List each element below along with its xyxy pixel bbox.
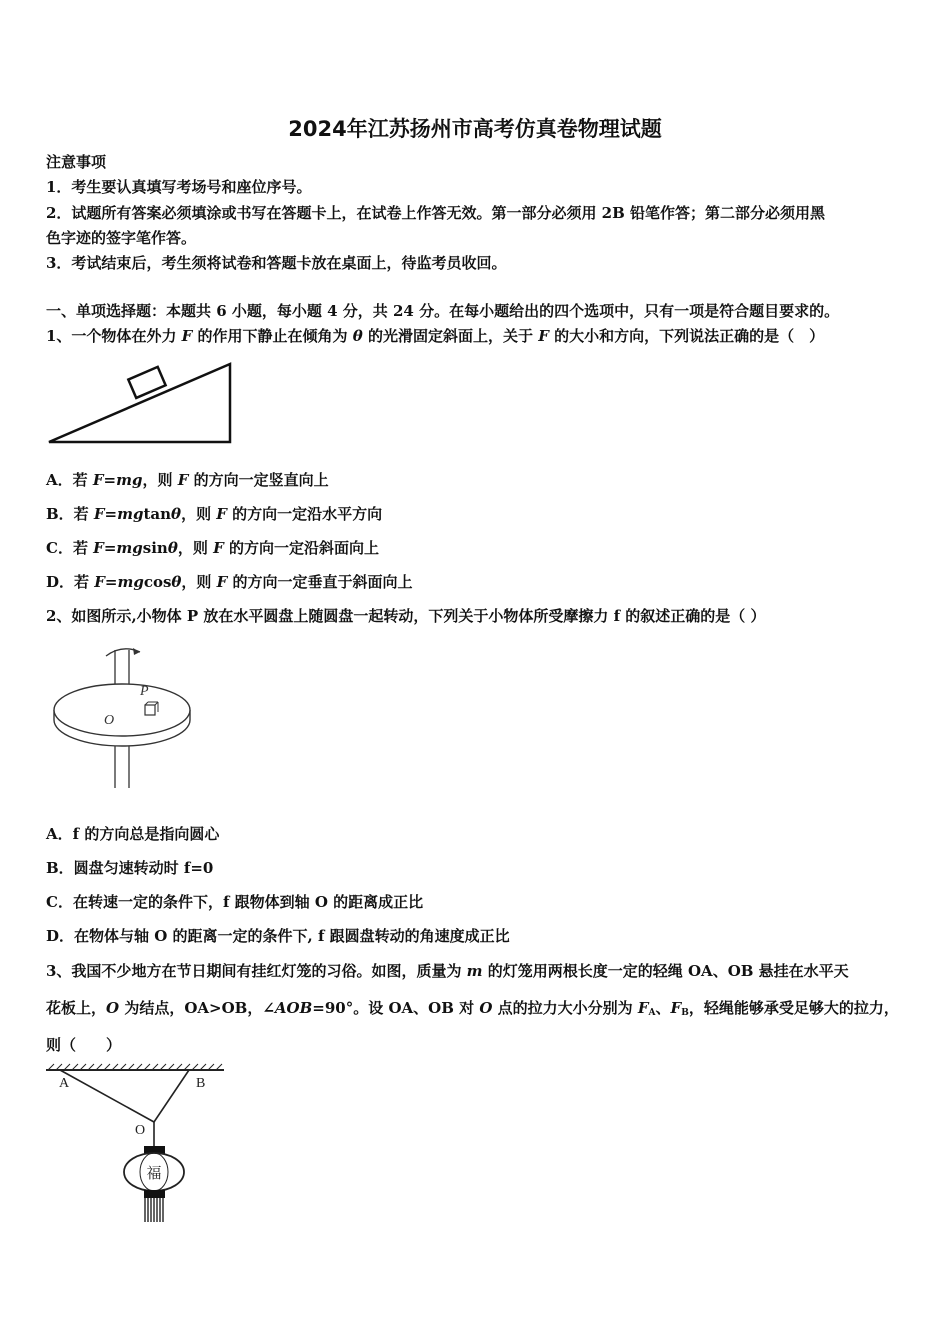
q2-option-b[interactable]: B．圆盘匀速转动时 f=0 <box>46 859 214 877</box>
q2-option-a[interactable]: A．f 的方向总是指向圆心 <box>46 825 220 843</box>
q1-option-d[interactable]: D．若 F=mgcosθ，则 F 的方向一定垂直于斜面向上 <box>46 573 413 591</box>
notice-item: 1．考生要认真填写考场号和座位序号。 <box>46 178 312 196</box>
q1-option-c[interactable]: C．若 F=mgsinθ，则 F 的方向一定沿斜面向上 <box>46 539 379 557</box>
page-title: 2024年江苏扬州市高考仿真卷物理试题 <box>288 117 662 141</box>
q2-option-c[interactable]: C．在转速一定的条件下，f 跟物体到轴 O 的距离成正比 <box>46 893 424 911</box>
question-2-stem: 2、如图所示,小物体 P 放在水平圆盘上随圆盘一起转动，下列关于小物体所受摩擦力 f 的叙述正确的是（ ） <box>46 607 766 625</box>
question-3-line-3: 则（ ） <box>46 1036 122 1054</box>
q1-option-a[interactable]: A．若 F=mg，则 F 的方向一定竖直向上 <box>46 471 329 489</box>
incline-figure <box>44 358 239 450</box>
lantern-figure <box>44 1062 234 1227</box>
notice-item: 色字迹的签字笔作答。 <box>46 229 197 247</box>
q1-option-b[interactable]: B．若 F=mgtanθ，则 F 的方向一定沿水平方向 <box>46 505 383 523</box>
rotating-disk-figure <box>48 642 198 792</box>
question-1-stem: 1、一个物体在外力 F 的作用下静止在倾角为 θ 的光滑固定斜面上，关于 F 的大小和方向，下列说法正确的是（ ） <box>46 327 825 345</box>
notice-item: 2．试题所有答案必须填涂或书写在答题卡上，在试卷上作答无效。第一部分必须用 2B 铅笔作答；第二部分必须用黑 <box>46 204 826 222</box>
lantern-character: 福 <box>146 1164 162 1182</box>
lantern-label-o: O <box>135 1123 146 1138</box>
lantern-label-b: B <box>196 1076 206 1091</box>
notice-heading: 注意事项 <box>46 153 107 171</box>
notice-item: 3．考试结束后，考生须将试卷和答题卡放在桌面上，待监考员收回。 <box>46 254 507 272</box>
question-3-line-2: 花板上，O 为结点，OA>OB，∠AOB=90°。设 OA、OB 对 O 点的拉力大小分别为 $F_A$、$F_B$，轻绳能够承受足够大的拉力， <box>46 999 899 1018</box>
q2-option-d[interactable]: D．在物体与轴 O 的距离一定的条件下, f 跟圆盘转动的角速度成正比 <box>46 927 510 945</box>
section-heading: 一、单项选择题：本题共 6 小题，每小题 4 分，共 24 分。在每小题给出的四个选项中，只有一项是符合题目要求的。 <box>46 302 840 320</box>
disk-label-o: O <box>104 713 115 728</box>
lantern-label-a: A <box>59 1076 70 1091</box>
disk-label-p: P <box>140 684 149 699</box>
question-3-line-1: 3、我国不少地方在节日期间有挂红灯笼的习俗。如图，质量为 m 的灯笼用两根长度一定的轻绳 OA、OB 悬挂在水平天 <box>46 962 849 980</box>
